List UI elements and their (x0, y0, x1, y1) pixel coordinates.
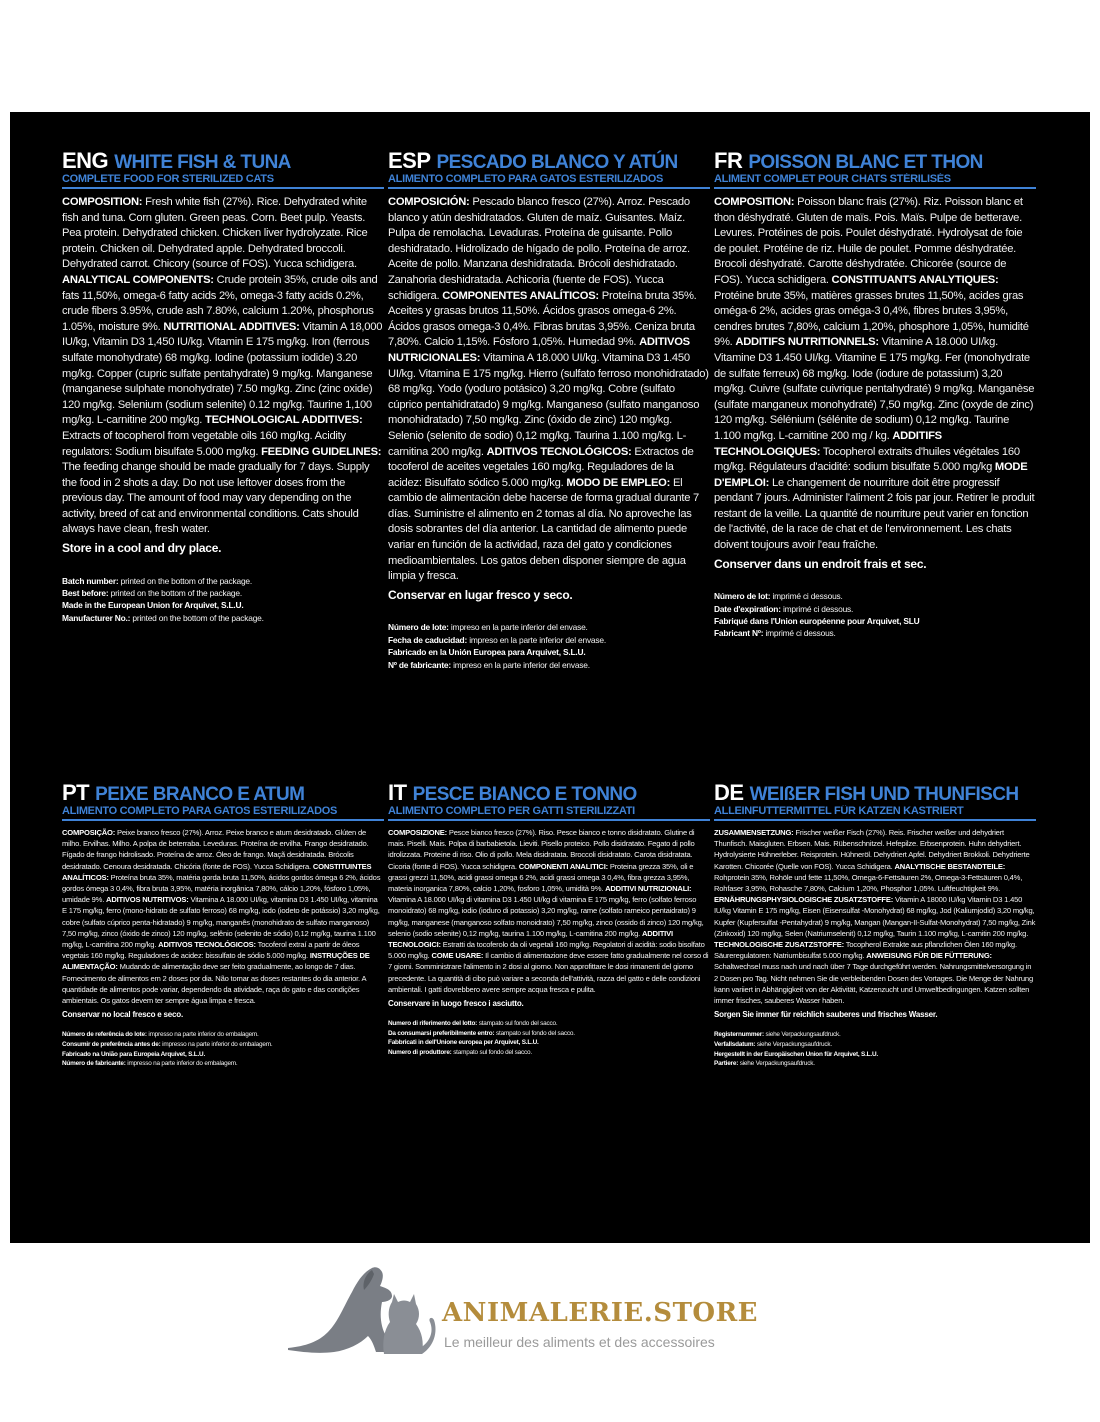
label-body-text (388, 195, 710, 603)
label-body-text (62, 195, 384, 557)
footer-line (388, 1038, 710, 1048)
block-heading (388, 150, 710, 172)
footer-label: Numero di produttore: (388, 1049, 452, 1057)
footer-label: Número de fabricante: (62, 1060, 126, 1068)
footer-label: Fabricado en la Unión Europea para Arquivet, S.L.U. (388, 647, 586, 658)
footer-line (714, 1050, 1036, 1060)
language-code: ESP (388, 150, 431, 173)
footer-line (388, 1029, 710, 1039)
label-footer (714, 590, 1036, 640)
label-body-text (714, 827, 1036, 1020)
footer-label: Hergestellt in der Europäischen Union für Arquivet, S.L.U. (714, 1050, 878, 1058)
storage-instruction: Conservar en lugar fresco y seco. (388, 587, 573, 602)
block-heading (62, 782, 384, 804)
store-logo[interactable] (288, 1262, 758, 1362)
label-footer (62, 1030, 384, 1068)
section-title: ANWEISUNG FÜR DIE FÜTTERUNG: (866, 951, 992, 961)
footer-label: Consumir de preferência antes de: (62, 1041, 161, 1049)
footer-line (62, 612, 384, 624)
product-subtitle: ALIMENTO COMPLETO PARA GATOS ESTERILIZADOS (62, 805, 384, 821)
block-heading (388, 782, 710, 804)
footer-label: Made in the European Union for Arquivet, S.L.U. (62, 600, 244, 611)
section-text: Vitamina A 18.000 UI/kg di vitamina D3 1.450 UI/kg di vitamina E 175 mg/kg, ferro (solfato ferroso monoidrato) 68 mg/kg, iodio (ioduro di potassio) 3,20 mg/kg, rame (solfato rameico pentaidrato) 9 mg/kg, manganese (manganoso solfato monoidrato) 7,50 mg/kg, zinco (ossido di zinco) 120 mg/kg, selenio (sodio selenite) 0,12 mg/kg, taurina 1.100 mg/kg, L-carnitina 200 mg/kg. (388, 895, 704, 938)
footer-text: impresso na parte inferior do embalagem. (148, 1031, 259, 1039)
footer-label: Numero di riferimento del lotto: (388, 1020, 478, 1028)
language-block-fr (714, 150, 1040, 780)
footer-text: impreso en la parte inferior del envase. (453, 659, 590, 670)
section-text: Peixe branco fresco (27%). Arroz. Peixe branco e atum desidratado. Glúten de milho. Ervilhas. Milho. A polpa de beterraba. Leveduras. Proteína de ervilha. Frango desidratado. Fígado de frango hidrolisado. Proteína de arroz. Óleo de frango. Maçã desidratada. Brócolis desidratado. Cenoura desidratada. Chicória (fonte de FOS). Yucca Schidigera. (62, 828, 369, 871)
product-subtitle: COMPLETE FOOD FOR STERILIZED CATS (62, 173, 384, 189)
language-code: IT (388, 780, 407, 805)
footer-text: imprimé ci dessous. (782, 603, 854, 614)
section-title: ADITIVOS TECNOLÓGICOS: (158, 940, 256, 950)
language-code: DE (714, 780, 744, 805)
storage-instruction: Conserver dans un endroit frais et sec. (714, 556, 927, 571)
footer-label: Da consumarsi preferibilmente entro: (388, 1029, 495, 1037)
section-title: COMPOSIÇÃO: (62, 828, 116, 837)
section-title: ADITIVOS NUTRITIVOS: (106, 895, 189, 905)
footer-text: siehe Verpackungsaufdruck. (756, 1041, 832, 1049)
product-name: WEIßER FISH UND THUNFISCH (749, 784, 1019, 805)
section-title: ZUSAMMENSETZUNG: (714, 828, 794, 837)
footer-line (714, 1030, 1036, 1040)
footer-label: Partiere: (714, 1060, 739, 1068)
section-title: FEEDING GUIDELINES: (261, 445, 382, 458)
section-text: Pescado blanco fresco (27%). Arroz. Pescado blanco y atún deshidratados. Gluten de maíz. Guisantes. Maíz. Pulpa de remolacha. Levaduras. Proteína de guisante. Pollo deshidratado. Hidrolizado de hígado de pollo. Proteína de arroz. Aceite de pollo. Manzana deshidratada. Brócoli deshidratado. Zanahoria deshidratada. Achicoria (fuente de FOS). Yucca schidigera. (388, 196, 690, 302)
footer-label: Fabbricati in dell'Unione europea per Arquivet, S.L.U. (388, 1039, 539, 1047)
section-text: Le changement de nourriture doit être progressif pendant 7 jours. Administer l'aliment 2 fois par jour. Retirer le produit restant de la veille. La quantité de nourriture peut varier en fonction de l'activité, de la race de chat et de l'environnement. Les chats doivent toujours avoir l'eau fraîche. (714, 476, 1035, 552)
product-label-panel (10, 112, 1090, 1243)
section-title: MODO DE EMPLEO: (566, 476, 671, 489)
section-text: El cambio de alimentación debe hacerse de forma gradual durante 7 días. Suministre el alimento en 2 tomas al día. No aproveche las dosis sobrantes del día anterior. La cantidad de alimento puede variar en función de la actividad, raza del gato y condiciones medioambientales. Los gatos deben disponer siempre de agua limpia y fresca. (388, 476, 700, 583)
footer-text: stampato sul fondo del sacco. (496, 1029, 575, 1037)
language-code: FR (714, 150, 743, 173)
footer-text: impresso na parte inferior do embalagem. (162, 1041, 273, 1049)
footer-label: Fecha de caducidad: (388, 634, 468, 645)
section-text: Vitamin A 18000 IU/kg Vitamin D3 1.450 IU/kg Vitamin E 175 mg/kg, Eisen (Eisensulfat -Monohydrat) 68 mg/kg, Jod (Kaliumjodid) 3,20 mg/kg, Kupfer (Kupfersulfat -Pentahydrat) 9 mg/kg, Mangan (Mangan-II-Sulfat-Monohydrat) 7,50 mg/kg, Zink (Zinkoxid) 120 mg/kg, Selen (Natriumselenit) 0,12 mg/kg, Taurin 1.100 mg/kg, L-carnitin 200 mg/kg. (714, 895, 1036, 938)
footer-line (388, 1019, 710, 1029)
section-text: Rohprotein 35%, Rohöle und fette 11,50%, Omega-6-Fettsäuren 2%, Omega-3-Fettsäuren 0,4%, Rohfaser 3,95%, Rohasche 7,80%, Calcium 1,20%, Phosphor 1,05%. Luftfeuchtigkeit 9%. (714, 872, 1023, 894)
section-title: COMPONENTI ANALITICI: (518, 861, 608, 871)
footer-text: imprimé ci dessous. (772, 591, 843, 602)
section-title: TECHNOLOGISCHE ZUSATZSTOFFE: (714, 940, 844, 950)
section-title: ADDITIVI TECNOLOGICI: (388, 928, 673, 950)
footer-label: Fabriqué dans l'Union européenne pour Arquivet, SLU (714, 616, 920, 627)
section-text: Pesce bianco fresco (27%). Riso. Pesce bianco e tonno disidratato. Glutine di mais. Piselli. Mais. Polpa di barbabietola. Lieviti. Pisello proteico. Pollo disidratato. Fegato di pollo idrolizzata. Proteine di riso. Olio di pollo. Mela disidratata. Broccoli disidratato. Carota disidratata. Cicoria (fonte di FOS). Yucca schidigera. (388, 828, 695, 871)
product-name: PEIXE BRANCO E ATUM (95, 784, 305, 805)
label-footer (62, 575, 384, 625)
section-text: Vitamin A 18,000 IU/kg, Vitamin D3 1,450 IU/kg. Vitamin E 175 mg/kg. Iron (ferrous sulfate monohydrate) 68 mg/kg. Iodine (potassium iodide) 3.20 mg/kg. Copper (cupric sulfate pentahydrate) 9 mg/kg. Manganese (manganese sulphate monohydrate) 7.50 mg/kg. Zinc (zinc oxide) 120 mg/kg. Selenium (sodium selenite) 0.12 mg/kg. Taurine 1,100 mg/kg. L-carnitine 200 mg/kg. (62, 320, 383, 427)
product-name: PESCADO BLANCO Y ATÚN (436, 152, 678, 173)
section-text: Tocoferol extraí a partir de óleos vegetais 160 mg/kg. Reguladores de acidez: bissulfato de sódio 5.000 mg/kg. (62, 940, 360, 961)
footer-text: stampato sul fondo del sacco. (478, 1020, 558, 1028)
footer-label: Fabricant Nº: (714, 628, 764, 639)
section-text: Poisson blanc frais (27%). Riz. Poisson blanc et thon déshydraté. Gluten de maïs. Pois. Maïs. Pulpe de betterave. Levures. Protéines de pois. Poulet déshydraté. Hydrolysat de foie de poulet. Protéine de riz. Huile de poulet. Pomme déshydratée. Brocoli déshydraté. Carotte déshydratée. Chicorée (source de FOS). Yucca schidigera. (714, 196, 1023, 286)
dog-and-cat-silhouette-icon (288, 1262, 438, 1362)
footer-line (388, 659, 710, 671)
footer-text: printed on the bottom of the package. (110, 588, 242, 599)
block-heading (62, 150, 384, 172)
section-text: Extracts of tocopherol from vegetable oils 160 mg/kg. Acidity regulators: Sodium bisulfate 5.000 mg/kg. (62, 429, 346, 458)
footer-line (62, 587, 384, 599)
language-block-esp (388, 150, 714, 780)
section-text: Protéine brute 35%, matières grasses brutes 11,50%, acides gras oméga-6 2%, acides gras oméga-3 0,4%, fibres brutes 3,95%, cendres brutes 7,80%, calcium 1,20%, phosphore 1,05%, humidité 9%. (714, 289, 1029, 349)
section-text: Vitamina A 18.000 UI/kg. Vitamina D3 1.450 UI/kg. Vitamina E 175 mg/kg. Hierro (sulfato ferroso monohidratado) 68 mg/kg. Yodo (yoduro potásico) 3,20 mg/kg. Cobre (sulfato cúprico pentahidratado) 9 mg/kg. Manganeso (sulfato manganoso monohidratado) 7,50 mg/kg. Zinc (óxido de zinc) 120 mg/kg. Selenio (selenito de sodio) 0,12 mg/kg. Taurina 1.100 mg/kg. L-carnitina 200 mg/kg. (388, 351, 709, 458)
section-title: ADITIVOS NUTRICIONALES: (388, 336, 690, 364)
label-body-text (388, 827, 710, 1009)
section-title: ADDITIFS NUTRITIONNELS: (735, 336, 879, 349)
language-block-it (388, 780, 714, 1240)
brand-tagline: Le meilleur des aliments et des accessoires (444, 1334, 715, 1350)
section-text: Fresh white fish (27%). Rice. Dehydrated white fish and tuna. Corn gluten. Green peas. Corn. Beet pulp. Yeasts. Pea protein. Dehydrated chicken. Chicken liver hydrolyzate. Rice protein. Chicken oil. Dehydrated apple. Dehydrated broccoli. Dehydrated carrot. Chicory (source of FOS). Yucca schidigera. (62, 196, 368, 271)
brand-name: ANIMALERIE.STORE (442, 1298, 758, 1328)
footer-text: impreso en la parte inferior del envase. (450, 622, 588, 633)
language-block-pt (62, 780, 388, 1240)
language-block-eng (62, 150, 388, 780)
section-text: Proteína bruta 35%, matéria gorda bruta 11,50%, ácidos gordos ómega 6 2%, ácidos gordos ómega 3 0,4%, fibra bruta 3,95%, matéria inorgânica 7,80%, cálcio 1,20%, fósforo 1,05%, umidade 9%. (62, 872, 381, 905)
footer-line (388, 1048, 710, 1058)
footer-text: printed on the bottom of the package. (120, 575, 252, 586)
footer-text: impresso na parte inferior do embalagem. (127, 1060, 238, 1068)
footer-label: Verfallsdatum: (714, 1041, 756, 1049)
section-title: CONSTITUINTES ANALÍTICOS: (62, 861, 372, 882)
footer-label: Registernummer: (714, 1031, 764, 1039)
footer-line (714, 1059, 1036, 1069)
footer-label: Fabricado na União para Europeia Arquivet, S.L.U. (62, 1050, 206, 1058)
section-text: Il cambio di alimentazione deve essere fatto gradualmente nel corso di 7 giorni. Somministrare l'alimento in 2 dosi al giorno. Non approfittare le dosi rimanenti del giorno precedente. La quantità di cibo può variare a seconda dell'attività, razza del gatto e delle condizioni ambientali. I gatti dovrebbero avere sempre acqua fresca e pulita. (388, 951, 709, 994)
product-name: POISSON BLANC ET THON (748, 152, 983, 173)
footer-line (714, 615, 1036, 627)
block-heading (714, 150, 1036, 172)
section-text: Schaltwechsel muss nach und nach über 7 Tage durchgeführt werden. Nahrungsmittelversorgung in 2 Dosen pro Tag. Nicht nehmen Sie die verbleibenden Dosen des Vortages. Die Menge der Nahrung kann variiert in Abhängigkeit von der Aktivität, Katzenzucht und Umweltbedingungen. Katzen sollten immer frisches, sauberes Wasser haben. (714, 962, 1033, 1006)
footer-label: Batch number: (62, 575, 119, 586)
footer-line (388, 646, 710, 658)
footer-label: Número de lot: (714, 591, 771, 602)
section-text: Vitamine A 18.000 UI/kg. Vitamine D3 1.450 UI/kg. Vitamine E 175 mg/kg. Fer (monohydrate de sulfate ferreux) 68 mg/kg. Iode (iodure de potassium) 3,20 mg/kg. Cuivre (sulfate cuivrique pentahydraté) 9 mg/kg. Manganèse (sulfate manganeux monohydraté) 7,50 mg/kg. Zinc (oxyde de zinc) 120 mg/kg. Sélénium (sélénite de sodium) 0,12 mg/kg. Taurine 1.100 mg/kg. L-carnitine 200 mg / kg. (714, 336, 1035, 442)
storage-instruction: Store in a cool and dry place. (62, 541, 222, 556)
section-text: Frischer weißer Fisch (27%). Reis. Frischer weißer und dehydriert Thunfisch. Maisgluten. Erbsen. Mais. Rübenschnitzel. Hefepilze. Erbsenprotein. Huhn dehydriert. Hydrolysierte Hühnerleber. Reisprotein. Hühneröl. Dehydriert Apfel. Dehydriert Brokkoli. Dehydrierte Karotten. Chicorée (Quelle von FOS). Yucca Schidigera. (714, 828, 1030, 871)
section-title: ANALYTISCHE BESTANDTEILE: (894, 861, 1006, 871)
section-title: COMPOSIZIONE: (388, 828, 447, 837)
footer-label: Best before: (62, 588, 109, 599)
footer-text: stampato sul fondo del sacco. (453, 1049, 532, 1057)
footer-line (388, 634, 710, 646)
section-text: Vitamina A 18.000 UI/kg, vitamina D3 1.450 UI/kg, vitamina E 175 mg/kg, ferro (mono-hidrato de sulfato ferroso) 68 mg/kg, iodo (iodeto de potássio) 3,20 mg/kg, cobre (sulfato cúprico penta-hidratado) 9 mg/kg, manganês (monohidrato de sulfato manganoso) 7,50 mg/kg, zinco (óxido de zinco) 120 mg/kg, selênio (selenito de sódio) 0,12 mg/kg, taurina 1.100 mg/kg, L-carnitina 200 mg/kg. (62, 895, 380, 950)
block-heading (714, 782, 1036, 804)
section-text: Tocopherol extraits d'huiles végétales 160 mg/kg. Régulateurs d'acidité: sodium bisulfate 5.000 mg/kg (714, 445, 1020, 474)
section-title: ADDITIVI NUTRIZIONALI: (605, 884, 692, 894)
footer-label: Número de lote: (388, 622, 449, 633)
section-title: COMPONENTES ANALÍTICOS: (442, 289, 599, 302)
section-title: COMPOSITION: (62, 196, 143, 208)
section-title: NUTRITIONAL ADDITIVES: (163, 320, 300, 333)
footer-line (388, 621, 710, 633)
section-title: ANALYTICAL COMPONENTS: (62, 273, 214, 286)
product-subtitle: ALIMENT COMPLET POUR CHATS STÉRILISÉS (714, 173, 1036, 189)
section-text: The feeding change should be made gradually for 7 days. Supply the food in 2 shots a day. Do not use leftover doses from the previous day. The amount of food may vary depending on the activity, breed of cat and environmental conditions. Cats should always have clean, fresh water. (62, 461, 370, 536)
footer-text: siehe Verpackungsaufdruck. (765, 1031, 841, 1039)
storage-instruction: Sorgen Sie immer für reichlich sauberes und frisches Wasser. (714, 1010, 938, 1020)
footer-line (62, 575, 384, 587)
footer-line (714, 1040, 1036, 1050)
footer-line (62, 1030, 384, 1040)
section-text: Estratti da tocoferolo da oli vegetali 160 mg/kg. Regolatori di acidità: sodio bisolfato 5.000 mg/kg. (388, 940, 705, 961)
label-footer (388, 621, 710, 671)
footer-line (714, 603, 1036, 615)
section-title: COMPOSICIÓN: (388, 196, 470, 208)
section-title: INSTRUÇÕES DE ALIMENTAÇÃO: (62, 951, 370, 972)
footer-text: impreso en la parte inferior del envase. (469, 634, 606, 645)
footer-line (714, 590, 1036, 602)
label-body-text (62, 827, 384, 1020)
section-title: COME USARE: (431, 951, 484, 961)
product-name: PESCE BIANCO E TONNO (412, 784, 637, 805)
footer-label: Manufacturer No.: (62, 612, 131, 623)
footer-line (62, 599, 384, 611)
footer-line (62, 1040, 384, 1050)
footer-text: siehe Verpackungsaufdruck. (739, 1060, 815, 1068)
product-subtitle: ALIMENTO COMPLETO PARA GATOS ESTERILIZADOS (388, 173, 710, 189)
section-title: COMPOSITION: (714, 196, 795, 208)
language-code: ENG (62, 150, 109, 173)
section-text: Tocopherol Extrakte aus pflanzlichen Ölen 160 mg/kg. Säureregulatoren: Natriumbisulfat 5.000 mg/kg. (714, 940, 1017, 961)
section-title: MODE D'EMPLOI: (714, 461, 1028, 489)
label-footer (388, 1019, 710, 1057)
section-text: Mudando de alimentação deve ser feito gradualmente, ao longo de 7 dias. Fornecimento de alimentos em 2 doses por dia. Não tomar as doses restantes do dia anterior. A quantidade de alimentos pode variar, dependendo da atividade, raça do gato e das condições ambientais. Os gatos devem ter sempre água limpa e fresca. (62, 962, 366, 1006)
section-title: TECHNOLOGICAL ADDITIVES: (204, 414, 363, 427)
storage-instruction: Conservar no local fresco e seco. (62, 1010, 184, 1020)
section-text: Proteína bruta 35%. Aceites y grasas brutos 11,50%. Ácidos grasos omega-6 2%. Ácidos grasos omega-3 0,4%. Fibras brutas 3,95%. Ceniza bruta 7,80%. Calcio 1,15%. Fósforo 1,05%. Humedad 9%. (388, 289, 697, 349)
footer-text: printed on the bottom of the package. (132, 612, 264, 623)
footer-label: Date d'expiration: (714, 603, 781, 614)
label-footer (714, 1030, 1036, 1068)
section-text: Crude protein 35%, crude oils and fats 11,50%, omega-6 fatty acids 2%, omega-3 fatty acids 0.2%, crude fibers 3.95%, crude ash 7.80%, calcium 1.20%, phosphorus 1.05%, moisture 9%. (62, 273, 378, 333)
footer-line (62, 1059, 384, 1069)
storage-instruction: Conservare in luogo fresco i asciutto. (388, 999, 524, 1009)
footer-text: imprimé ci dessous. (765, 628, 836, 639)
footer-line (62, 1050, 384, 1060)
section-text: Proteina grezza 35%, oli e grassi grezzi 11,50%, acidi grassi omega 6 2%, acidi grassi omega 3 0,4%, fibra grezza 3,95%, materia inorganica 7,80%, calcio 1,20%, fosforo 1,05%, umidità 9%. (388, 861, 694, 894)
language-code: PT (62, 780, 90, 805)
footer-line (714, 627, 1036, 639)
section-text: Extractos de tocoferol de aceites vegetales 160 mg/kg. Reguladores de la acidez: Bisulfato sódico 5.000 mg/kg. (388, 445, 694, 489)
section-title: ADDITIFS TECHNOLOGIQUES: (714, 429, 942, 458)
label-body-text (714, 195, 1036, 572)
section-title: ADITIVOS TECNOLÓGICOS: (486, 445, 632, 458)
product-name: WHITE FISH & TUNA (114, 152, 291, 173)
footer-label: Número de referência do lote: (62, 1031, 147, 1039)
language-block-de (714, 780, 1040, 1240)
product-subtitle: ALLEINFUTTERMITTEL FÜR KATZEN KASTRIERT (714, 805, 1036, 821)
section-title: ERNÄHRUNGSPHYSIOLOGISCHE ZUSATZSTOFFE: (714, 895, 894, 905)
footer-label: Nº de fabricante: (388, 659, 451, 670)
section-title: CONSTITUANTS ANALYTIQUES: (831, 273, 999, 286)
product-subtitle: ALIMENTO COMPLETO PER GATTI STERILIZZATI (388, 805, 710, 821)
